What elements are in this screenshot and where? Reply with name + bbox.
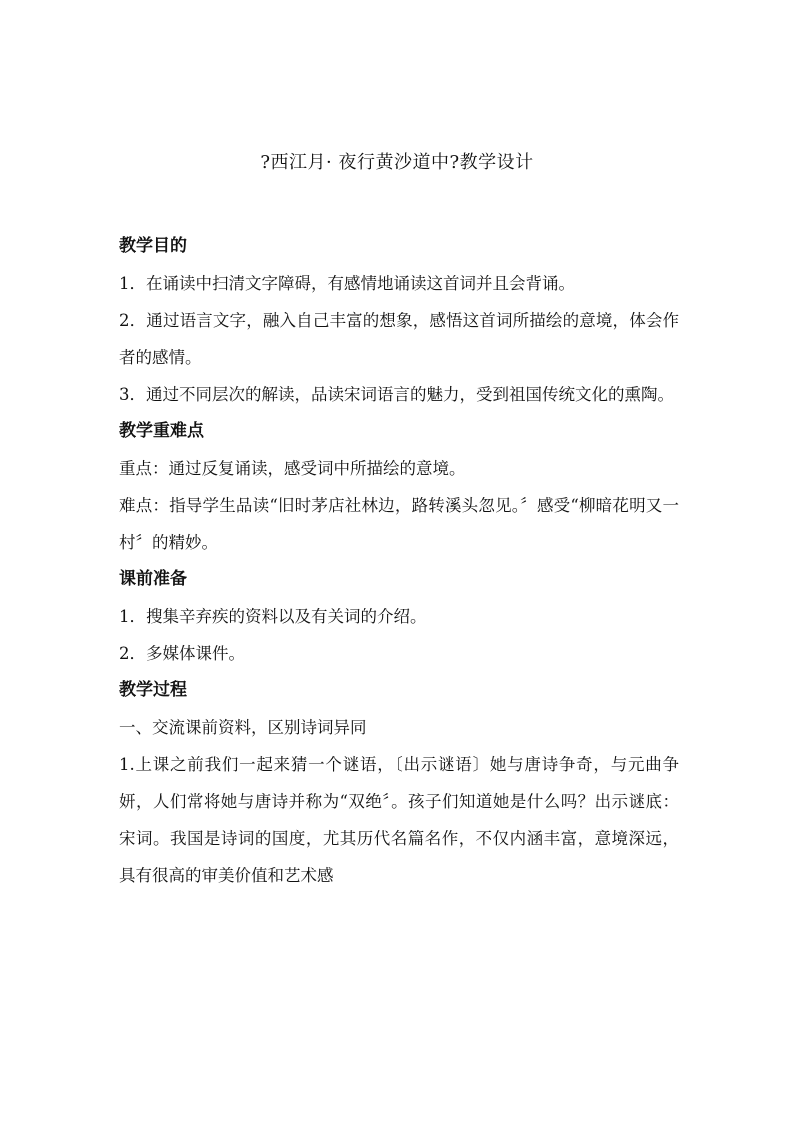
document-title: ?西江月· 夜行黄沙道中?教学设计 [260,152,534,173]
objective-item-2: 2．通过语言文字，融入自己丰富的想象，感悟这首词所描绘的意境，体会作者的感情。 [119,311,679,367]
section-heading-key-points: 教学重难点 [119,421,204,441]
objective-item-3: 3．通过不同层次的解读，品读宋词语言的魅力，受到祖国传统文化的熏陶。 [119,385,674,404]
process-subheading: 一、交流课前资料，区别诗词异同 [119,718,367,737]
key-point-item: 重点：通过反复诵读，感受词中所描绘的意境。 [119,459,466,478]
section-heading-process: 教学过程 [119,680,187,700]
preparation-item-2: 2．多媒体课件。 [119,644,245,663]
objective-item-1: 1．在诵读中扫清文字障碍，有感情地诵读这首词并且会背诵。 [119,274,575,293]
section-heading-preparation: 课前准备 [119,569,187,589]
process-paragraph: 1.上课之前我们一起来猜一个谜语，〔出示谜语〕她与唐诗争奇，与元曲争妍，人们常将她与唐诗并称为“双绝〞。孩子们知道她是什么吗？出示谜底：宋词。我国是诗词的国度，尤其历代名篇名作，不仅内涵丰富，意境深远，具有很高的审美价值和艺术感 [119,755,679,885]
difficult-point-item: 难点：指导学生品读“旧时茅店社林边，路转溪头忽见。〞感受“柳暗花明又一村〞的精妙。 [119,496,679,552]
document-body [119,228,679,894]
preparation-item-1: 1．搜集辛弃疾的资料以及有关词的介绍。 [119,607,427,626]
section-heading-objectives: 教学目的 [119,236,187,256]
